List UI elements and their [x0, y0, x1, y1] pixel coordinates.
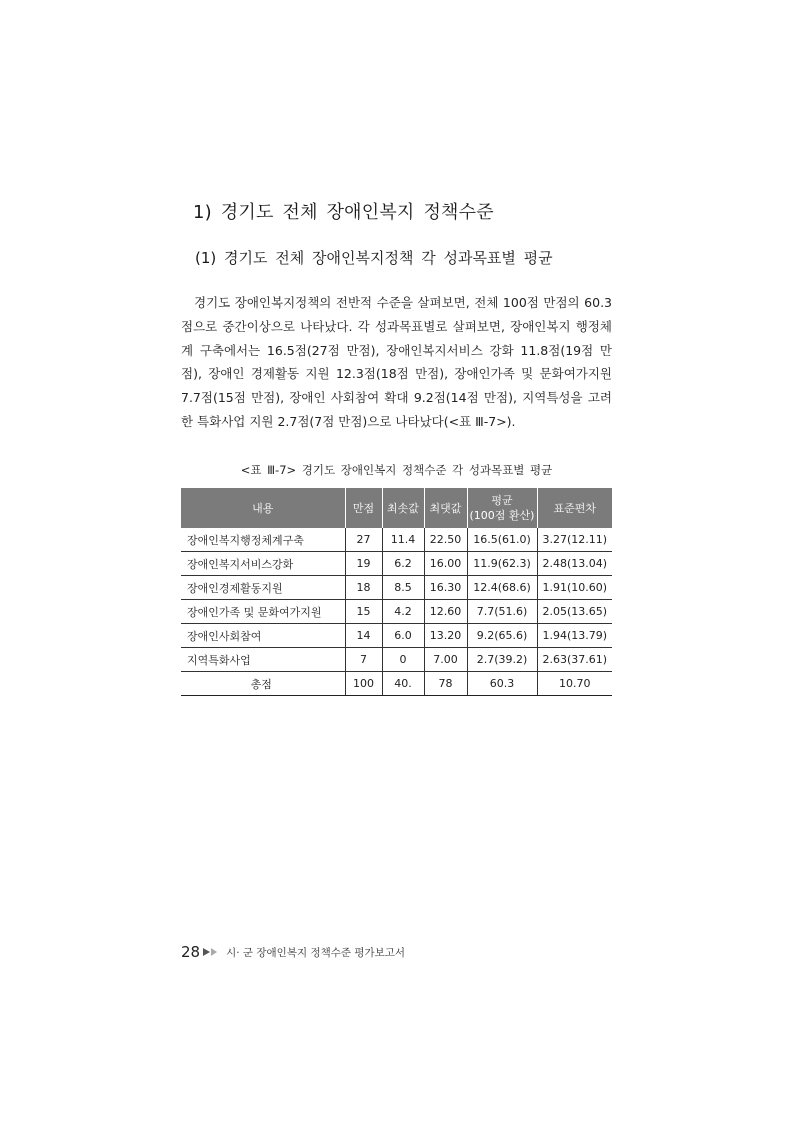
cell-max: 13.20: [424, 624, 467, 648]
cell-average: 7.7(51.6): [467, 600, 537, 624]
header-full-score: 만점: [345, 488, 382, 528]
body-paragraph: 경기도 장애인복지정책의 전반적 수준을 살펴보면, 전체 100점 만점의 60.3점으로 중간이상으로 나타났다. 각 성과목표별로 살펴보면, 장애인복지 행정체계 구축에서는 16.5점(27점 만점), 장애인복지서비스 강화 11.8점(19점 만점), 장애인 경제활동 지원 12.3점(18점 만점), 장애인가족 및 문화여가지원 7.7점(15점 만점), 장애인 사회참여 확대 9.2점(14점 만점), 지역특성을 고려한 특화사업 지원 2.7점(7점 만점)으로 나타났다(<표 Ⅲ-7>).: [181, 295, 612, 429]
cell-content: 지역특화사업: [181, 648, 345, 672]
table-row: [181, 528, 612, 552]
cell-min: 0: [382, 648, 424, 672]
report-title: 시· 군 장애인복지 정책수준 평가보고서: [226, 946, 406, 959]
header-average: [467, 488, 537, 528]
cell-full-score: 19: [345, 552, 382, 576]
cell-full-score: 14: [345, 624, 382, 648]
cell-std: 3.27(12.11): [537, 528, 612, 552]
cell-content: 장애인가족 및 문화여가지원: [181, 600, 345, 624]
table-row: [181, 600, 612, 624]
table-row: [181, 648, 612, 672]
cell-min: 11.4: [382, 528, 424, 552]
table-row: [181, 576, 612, 600]
cell-full-score: 18: [345, 576, 382, 600]
header-max: 최댓값: [424, 488, 467, 528]
cell-content: 총점: [181, 672, 345, 696]
table-row: [181, 624, 612, 648]
table-caption: <표 Ⅲ-7> 경기도 장애인복지 정책수준 각 성과목표별 평균: [240, 463, 553, 477]
cell-full-score: 7: [345, 648, 382, 672]
table-total-row: [181, 672, 612, 696]
cell-content: 장애인사회참여: [181, 624, 345, 648]
header-average-line2: (100점 환산): [469, 509, 535, 522]
header-std: 표준편차: [537, 488, 612, 528]
header-average-line1: 평균: [491, 494, 513, 507]
page-number: 28: [181, 943, 201, 961]
cell-min: 6.0: [382, 624, 424, 648]
cell-std: 2.05(13.65): [537, 600, 612, 624]
cell-average: 60.3: [467, 672, 537, 696]
cell-content: 장애인경제활동지원: [181, 576, 345, 600]
cell-average: 16.5(61.0): [467, 528, 537, 552]
cell-min: 4.2: [382, 600, 424, 624]
cell-min: 6.2: [382, 552, 424, 576]
cell-std: 1.91(10.60): [537, 576, 612, 600]
cell-full-score: 27: [345, 528, 382, 552]
table-row: [181, 552, 612, 576]
cell-full-score: 100: [345, 672, 382, 696]
cell-max: 12.60: [424, 600, 467, 624]
cell-std: 2.63(37.61): [537, 648, 612, 672]
cell-max: 16.00: [424, 552, 467, 576]
cell-max: 22.50: [424, 528, 467, 552]
header-min: 최솟값: [382, 488, 424, 528]
cell-min: 40.: [382, 672, 424, 696]
cell-average: 12.4(68.6): [467, 576, 537, 600]
cell-average: 11.9(62.3): [467, 552, 537, 576]
cell-content: 장애인복지서비스강화: [181, 552, 345, 576]
cell-full-score: 15: [345, 600, 382, 624]
cell-average: 9.2(65.6): [467, 624, 537, 648]
cell-min: 8.5: [382, 576, 424, 600]
double-triangle-right-icon: [203, 948, 218, 956]
page-footer: [181, 943, 405, 961]
cell-max: 16.30: [424, 576, 467, 600]
cell-std: 1.94(13.79): [537, 624, 612, 648]
cell-std: 2.48(13.04): [537, 552, 612, 576]
section-heading: 1) 경기도 전체 장애인복지 정책수준: [193, 202, 494, 223]
header-content: 내용: [181, 488, 345, 528]
cell-max: 78: [424, 672, 467, 696]
cell-content: 장애인복지행정체계구축: [181, 528, 345, 552]
score-table: [181, 488, 612, 696]
subsection-heading: (1) 경기도 전체 장애인복지정책 각 성과목표별 평균: [195, 249, 553, 267]
cell-std: 10.70: [537, 672, 612, 696]
cell-max: 7.00: [424, 648, 467, 672]
table-header-row: [181, 488, 612, 528]
cell-average: 2.7(39.2): [467, 648, 537, 672]
